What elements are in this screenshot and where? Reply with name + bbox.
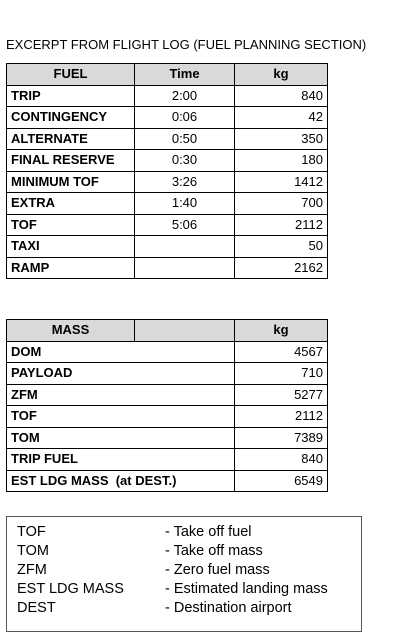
fuel-row-time: 0:06 — [135, 107, 235, 129]
mass-row-kg: 7389 — [235, 427, 328, 449]
table-row — [7, 384, 328, 406]
legend-definition: - Destination airport — [165, 600, 292, 616]
fuel-row-time — [135, 236, 235, 258]
fuel-row-name: MINIMUM TOF — [7, 171, 135, 193]
mass-row-name: EST LDG MASS (at DEST.) — [7, 470, 235, 492]
fuel-row-time: 2:00 — [135, 85, 235, 107]
mass-table-header — [7, 320, 328, 342]
mass-row-kg: 4567 — [235, 341, 328, 363]
mass-row-kg: 5277 — [235, 384, 328, 406]
abbreviation-legend — [6, 516, 362, 632]
table-row — [7, 427, 328, 449]
table-row — [7, 128, 328, 150]
table-row — [7, 107, 328, 129]
fuel-header-time: Time — [135, 64, 235, 86]
fuel-row-time: 3:26 — [135, 171, 235, 193]
fuel-row-time — [135, 257, 235, 279]
legend-abbr: TOM — [17, 543, 49, 559]
fuel-row-name: TRIP — [7, 85, 135, 107]
fuel-row-name: CONTINGENCY — [7, 107, 135, 129]
legend-abbr: TOF — [17, 524, 46, 540]
legend-definition: - Take off fuel — [165, 524, 252, 540]
table-row — [7, 470, 328, 492]
fuel-row-time: 5:06 — [135, 214, 235, 236]
mass-row-name: PAYLOAD — [7, 363, 235, 385]
legend-definition: - Take off mass — [165, 543, 263, 559]
table-row — [7, 171, 328, 193]
mass-row-name: TRIP FUEL — [7, 449, 235, 471]
mass-row-name: DOM — [7, 341, 235, 363]
fuel-row-kg: 700 — [235, 193, 328, 215]
mass-row-kg: 710 — [235, 363, 328, 385]
mass-row-name: ZFM — [7, 384, 235, 406]
fuel-table — [6, 63, 328, 279]
fuel-row-name: FINAL RESERVE — [7, 150, 135, 172]
legend-abbr: ZFM — [17, 562, 47, 578]
table-row — [7, 150, 328, 172]
mass-header-mass: MASS — [7, 320, 135, 342]
fuel-row-name: EXTRA — [7, 193, 135, 215]
fuel-row-time: 0:30 — [135, 150, 235, 172]
legend-definition: - Zero fuel mass — [165, 562, 270, 578]
mass-table — [6, 319, 328, 492]
table-row — [7, 85, 328, 107]
table-row — [7, 214, 328, 236]
fuel-row-kg: 2112 — [235, 214, 328, 236]
fuel-header-fuel: FUEL — [7, 64, 135, 86]
legend-definition: - Estimated landing mass — [165, 581, 328, 597]
fuel-row-kg: 180 — [235, 150, 328, 172]
fuel-row-name: ALTERNATE — [7, 128, 135, 150]
table-row — [7, 236, 328, 258]
table-row — [7, 363, 328, 385]
mass-header-blank — [135, 320, 235, 342]
fuel-row-name: TAXI — [7, 236, 135, 258]
table-row — [7, 449, 328, 471]
mass-row-name: TOM — [7, 427, 235, 449]
fuel-row-kg: 42 — [235, 107, 328, 129]
fuel-row-kg: 1412 — [235, 171, 328, 193]
table-row — [7, 257, 328, 279]
fuel-row-kg: 350 — [235, 128, 328, 150]
fuel-header-kg: kg — [235, 64, 328, 86]
legend-abbr: EST LDG MASS — [17, 581, 124, 597]
mass-header-kg: kg — [235, 320, 328, 342]
fuel-table-header — [7, 64, 328, 86]
legend-abbr: DEST — [17, 600, 56, 616]
fuel-row-time: 0:50 — [135, 128, 235, 150]
fuel-row-kg: 50 — [235, 236, 328, 258]
mass-row-kg: 2112 — [235, 406, 328, 428]
mass-row-kg: 840 — [235, 449, 328, 471]
fuel-row-time: 1:40 — [135, 193, 235, 215]
table-row — [7, 341, 328, 363]
mass-row-name: TOF — [7, 406, 235, 428]
fuel-row-name: RAMP — [7, 257, 135, 279]
table-row — [7, 193, 328, 215]
mass-row-kg: 6549 — [235, 470, 328, 492]
fuel-row-name: TOF — [7, 214, 135, 236]
page-title: EXCERPT FROM FLIGHT LOG (FUEL PLANNING SECTION) — [6, 37, 367, 52]
fuel-row-kg: 2162 — [235, 257, 328, 279]
table-row — [7, 406, 328, 428]
fuel-row-kg: 840 — [235, 85, 328, 107]
